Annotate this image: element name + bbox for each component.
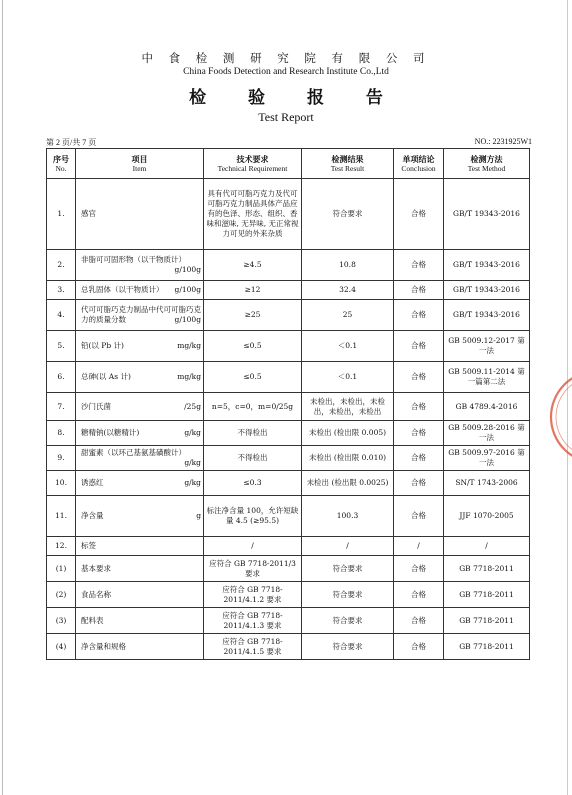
row-number: 10. [47, 471, 76, 496]
conclusion: 合格 [394, 362, 444, 393]
conclusion: 合格 [394, 393, 444, 421]
technical-requirement: / [204, 537, 302, 556]
test-method: GB 5009.97-2016 第一法 [444, 446, 530, 471]
conclusion: 合格 [394, 446, 444, 471]
row-number: 2. [47, 250, 76, 281]
row-number: 4. [47, 300, 76, 331]
item-unit: mg/kg [177, 341, 201, 350]
table-row [47, 421, 530, 446]
item-text: 甜蜜素（以环己基氨基磺酸计） [81, 448, 186, 457]
test-results-table [46, 148, 530, 660]
column-header-requirement: 技术要求 Technical Requirement [204, 149, 302, 179]
conclusion: 合格 [394, 556, 444, 582]
row-number: 9. [47, 446, 76, 471]
technical-requirement: 不得检出 [204, 446, 302, 471]
test-result: 32.4 [302, 281, 394, 300]
test-result: ＜0.1 [302, 362, 394, 393]
conclusion: 合格 [394, 496, 444, 537]
table-row [47, 362, 530, 393]
test-method: GB 7718-2011 [444, 556, 530, 582]
item-text: 基本要求 [81, 563, 111, 573]
conclusion: 合格 [394, 471, 444, 496]
technical-requirement: ≤0.3 [204, 471, 302, 496]
table-row [47, 300, 530, 331]
table-row [47, 537, 530, 556]
item-unit: mg/kg [177, 372, 201, 381]
test-result: 符合要求 [302, 634, 394, 660]
item-unit: g/kg [184, 458, 201, 467]
test-result: ＜0.1 [302, 331, 394, 362]
conclusion: 合格 [394, 608, 444, 634]
technical-requirement: 应符合 GB 7718-2011/4.1.3 要求 [204, 608, 302, 634]
row-number: 7. [47, 393, 76, 421]
test-result: 符合要求 [302, 556, 394, 582]
item-name [76, 362, 204, 393]
table-row [47, 471, 530, 496]
item-text: 标签 [81, 541, 96, 550]
technical-requirement: ≥25 [204, 300, 302, 331]
test-method: JJF 1070-2005 [444, 496, 530, 537]
item-name [76, 250, 204, 281]
test-method: GB 7718-2011 [444, 608, 530, 634]
table-row [47, 250, 530, 281]
test-result: 未检出 (检出限 0.005) [302, 421, 394, 446]
item-text: 感官 [81, 209, 96, 218]
org-name-cn: 中 食 检 测 研 究 院 有 限 公 司 [141, 51, 431, 65]
test-method: GB 5009.12-2017 第一法 [444, 331, 530, 362]
page-number: 第 2 页/共 7 页 [46, 138, 97, 147]
table-row [47, 608, 530, 634]
test-method: GB 5009.11-2014 第一篇第二法 [444, 362, 530, 393]
report-title-en: Test Report [258, 110, 314, 124]
test-result: 未检出 (检出限 0.010) [302, 446, 394, 471]
technical-requirement: n=5，c=0，m=0/25g [204, 393, 302, 421]
conclusion: 合格 [394, 281, 444, 300]
item-name [76, 300, 204, 331]
test-method: GB/T 19343-2016 [444, 281, 530, 300]
org-name-en: China Foods Detection and Research Institute Co.,Ltd [183, 67, 389, 77]
test-result: 符合要求 [302, 179, 394, 250]
table-row [47, 179, 530, 250]
test-result: 未检出，未检出，未检出，未检出，未检出 [302, 393, 394, 421]
row-number: (4) [47, 634, 76, 660]
test-method: / [444, 537, 530, 556]
item-name [76, 496, 204, 537]
conclusion: 合格 [394, 582, 444, 608]
row-number: (1) [47, 556, 76, 582]
test-result: 符合要求 [302, 608, 394, 634]
report-title-cn: 检 验 报 告 [189, 88, 401, 108]
test-method: GB 5009.28-2016 第一法 [444, 421, 530, 446]
row-number: 8. [47, 421, 76, 446]
column-header-result: 检测结果 Test Result [302, 149, 394, 179]
technical-requirement: 不得检出 [204, 421, 302, 446]
technical-requirement: ≤0.5 [204, 362, 302, 393]
test-result: / [302, 537, 394, 556]
item-text: 铅(以 Pb 计) [81, 341, 124, 350]
item-name [76, 446, 204, 471]
row-number: (3) [47, 608, 76, 634]
item-name [76, 634, 204, 660]
item-unit: g/100g [174, 315, 201, 324]
test-result: 100.3 [302, 496, 394, 537]
item-text: 非脂可可固形物（以干物质计） [81, 255, 186, 264]
technical-requirement: 具有代可可脂巧克力及代可可脂巧克力制品具体产品应有的色泽、形态、组织、香味和滋味, 无异味, 无正常视力可见的外来杂质 [204, 179, 302, 250]
conclusion: 合格 [394, 300, 444, 331]
item-name [76, 393, 204, 421]
item-name [76, 421, 204, 446]
item-name [76, 537, 204, 556]
item-text: 配料表 [81, 615, 104, 625]
item-text: 沙门氏菌 [81, 401, 111, 411]
technical-requirement: ≤0.5 [204, 331, 302, 362]
item-name [76, 331, 204, 362]
item-text: 食品名称 [81, 589, 111, 599]
column-header-no: 序号 No. [47, 149, 76, 179]
report-header [0, 50, 572, 125]
table-row [47, 582, 530, 608]
table-row [47, 331, 530, 362]
item-text: 总砷(以 As 计) [81, 372, 131, 381]
item-unit: g/kg [184, 428, 201, 437]
conclusion: 合格 [394, 331, 444, 362]
test-method: GB/T 19343-2016 [444, 300, 530, 331]
item-text: 净含量和规格 [81, 641, 126, 651]
table-row [47, 496, 530, 537]
test-method: GB 4789.4-2016 [444, 393, 530, 421]
row-number: 1. [47, 179, 76, 250]
item-text: 总乳固体（以干物质计） [81, 285, 164, 294]
test-result: 未检出 (检出限 0.0025) [302, 471, 394, 496]
item-text: 糖精钠(以糖精计) [81, 428, 140, 437]
inspection-stamp [542, 367, 572, 467]
table-row [47, 634, 530, 660]
conclusion: 合格 [394, 179, 444, 250]
column-header-item: 项目 Item [76, 149, 204, 179]
table-row [47, 446, 530, 471]
item-name [76, 179, 204, 250]
test-method: GB 7718-2011 [444, 582, 530, 608]
item-name [76, 281, 204, 300]
item-text: 诱惑红 [81, 478, 104, 487]
test-result: 符合要求 [302, 582, 394, 608]
test-method: GB 7718-2011 [444, 634, 530, 660]
table-row [47, 281, 530, 300]
item-name [76, 582, 204, 608]
technical-requirement: 应符合 GB 7718-2011/4.1.5 要求 [204, 634, 302, 660]
row-number: 6. [47, 362, 76, 393]
item-text: 净含量 [81, 511, 104, 520]
test-method: SN/T 1743-2006 [444, 471, 530, 496]
table-header-row [47, 149, 530, 179]
column-header-method: 检测方法 Test Method [444, 149, 530, 179]
table-row [47, 556, 530, 582]
row-number: 3. [47, 281, 76, 300]
technical-requirement: 应符合 GB 7718-2011/3 要求 [204, 556, 302, 582]
test-result: 10.8 [302, 250, 394, 281]
technical-requirement: ≥12 [204, 281, 302, 300]
row-number: (2) [47, 582, 76, 608]
technical-requirement: ≥4.5 [204, 250, 302, 281]
conclusion: 合格 [394, 250, 444, 281]
technical-requirement: 应符合 GB 7718-2011/4.1.2 要求 [204, 582, 302, 608]
item-name [76, 471, 204, 496]
test-method: GB/T 19343-2016 [444, 179, 530, 250]
item-text: 代可可脂巧克力制品中代可可脂巧克力的质量分数 [81, 305, 201, 324]
row-number: 11. [47, 496, 76, 537]
item-name [76, 608, 204, 634]
test-method: GB/T 19343-2016 [444, 250, 530, 281]
item-unit: /25g [184, 401, 201, 411]
item-unit: g/100g [174, 285, 201, 294]
item-unit: g/kg [184, 478, 201, 487]
technical-requirement: 标注净含量 100，允许短缺量 4.5 (≥95.5) [204, 496, 302, 537]
item-unit: g [196, 511, 201, 520]
item-name [76, 556, 204, 582]
column-header-conclusion: 单项结论 Conclusion [394, 149, 444, 179]
row-number: 5. [47, 331, 76, 362]
conclusion: / [394, 537, 444, 556]
conclusion: 合格 [394, 634, 444, 660]
row-number: 12. [47, 537, 76, 556]
item-unit: g/100g [174, 265, 201, 274]
table-row [47, 393, 530, 421]
report-number: NO.: 2231925W1 [474, 137, 532, 146]
conclusion: 合格 [394, 421, 444, 446]
test-result: 25 [302, 300, 394, 331]
